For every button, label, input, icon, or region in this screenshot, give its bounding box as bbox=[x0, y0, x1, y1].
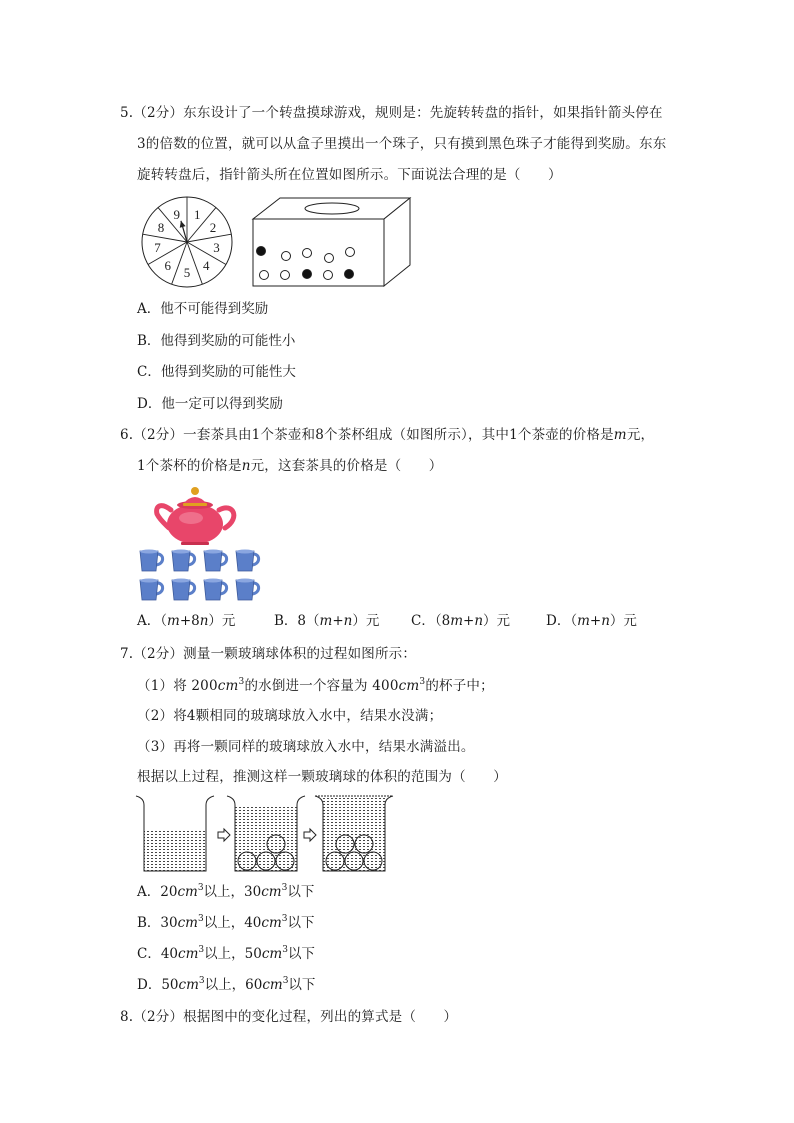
spinner-number: 6 bbox=[164, 257, 171, 273]
beaker-four-balls bbox=[227, 796, 305, 871]
arrow-2 bbox=[304, 829, 316, 841]
teacup-icon bbox=[236, 550, 259, 572]
spinner-wheel-figure bbox=[138, 196, 238, 288]
q6-option-c[interactable]: C．（8m+n）元 bbox=[411, 613, 511, 629]
teacup-icon bbox=[204, 579, 227, 601]
glass-ball-icon bbox=[345, 852, 363, 870]
spinner-number: 4 bbox=[203, 257, 210, 273]
teacup-icon bbox=[204, 550, 227, 572]
q7-line-1: 7.（2分）测量一颗玻璃球体积的过程如图所示： bbox=[120, 646, 417, 662]
q5-line-2: 3的倍数的位置，就可以从盒子里摸出一个珠子，只有摸到黑色珠子才能得到奖励。东东 bbox=[137, 136, 667, 152]
spinner-number: 1 bbox=[194, 206, 201, 222]
q5-line-3: 旋转转盘后，指针箭头所在位置如图所示。下面说法合理的是（ ） bbox=[137, 167, 562, 183]
q5-line-1: 5.（2分）东东设计了一个转盘摸球游戏，规则是：先旋转转盘的指针，如果指针箭头停在 bbox=[120, 105, 663, 121]
arrow-1 bbox=[218, 829, 230, 841]
q7-option-b[interactable]: B．$30cm^3$以上，$40cm^3$以下 bbox=[137, 914, 315, 931]
q6-option-a[interactable]: A．（m+8n）元 bbox=[137, 613, 236, 629]
glass-ball-icon bbox=[238, 852, 256, 870]
white-bead-icon bbox=[325, 254, 334, 263]
q7-option-c[interactable]: C．$40cm^3$以上，$50cm^3$以下 bbox=[137, 945, 315, 962]
white-bead-icon bbox=[324, 271, 333, 280]
black-bead-icon bbox=[345, 270, 354, 279]
teacup-icon bbox=[236, 579, 259, 601]
white-bead-icon bbox=[346, 248, 355, 257]
q8-line-1: 8.（2分）根据图中的变化过程，列出的算式是（ ） bbox=[120, 1009, 458, 1025]
q7-step-1: （1）将 $200cm^3$的水倒进一个容量为 $400cm^3$的杯子中； bbox=[137, 677, 494, 694]
white-bead-icon bbox=[281, 271, 290, 280]
q6-line-2: 1个茶杯的价格是n元，这套茶具的价格是（ ） bbox=[137, 458, 443, 474]
glass-ball-icon bbox=[257, 852, 275, 870]
q5-option-a[interactable]: A．他不可能得到奖励 bbox=[137, 301, 269, 317]
teacups-figure bbox=[137, 547, 265, 603]
beaker-five-balls-overflow bbox=[315, 796, 393, 871]
glass-ball-icon bbox=[355, 835, 373, 853]
spinner-number: 2 bbox=[209, 220, 217, 235]
q7-option-d[interactable]: D．$50cm^3$以上，$60cm^3$以下 bbox=[137, 976, 316, 993]
glass-ball-icon bbox=[267, 835, 285, 853]
white-bead-icon bbox=[282, 252, 291, 261]
q6-option-d[interactable]: D．（m+n）元 bbox=[546, 613, 637, 629]
spinner-number: 5 bbox=[183, 265, 191, 280]
teacup-icon bbox=[140, 579, 163, 601]
q6-line-1: 6.（2分）一套茶具由1个茶壶和8个茶杯组成（如图所示），其中1个茶壶的价格是m元， bbox=[120, 427, 655, 443]
q6-option-b[interactable]: B．8（m+n）元 bbox=[274, 613, 380, 629]
spinner-number: 3 bbox=[213, 240, 220, 256]
white-bead-icon bbox=[303, 249, 312, 258]
glass-ball-icon bbox=[336, 835, 354, 853]
q7-option-a[interactable]: A．$20cm^3$以上，$30cm^3$以下 bbox=[137, 883, 315, 900]
box-opening bbox=[305, 203, 359, 214]
q7-step-3: （3）再将一颗同样的玻璃球放入水中，结果水满溢出。 bbox=[137, 739, 475, 755]
q5-option-c[interactable]: C．他得到奖励的可能性大 bbox=[137, 364, 296, 380]
white-bead-icon bbox=[260, 271, 269, 280]
spinner-number: 9 bbox=[173, 206, 180, 222]
q5-option-b[interactable]: B．他得到奖励的可能性小 bbox=[137, 333, 296, 349]
teacup-icon bbox=[172, 550, 195, 572]
bead-box-figure bbox=[252, 197, 412, 289]
q7-step-2: （2）将4颗相同的玻璃球放入水中，结果水没满； bbox=[137, 708, 443, 724]
black-bead-icon bbox=[257, 247, 266, 256]
glass-ball-icon bbox=[364, 852, 382, 870]
teacup-icon bbox=[140, 550, 163, 572]
beaker-initial-water bbox=[136, 796, 214, 871]
black-bead-icon bbox=[303, 270, 312, 279]
beakers-figure bbox=[135, 795, 400, 873]
q7-line-5: 根据以上过程，推测这样一颗玻璃球的体积的范围为（ ） bbox=[137, 769, 507, 785]
glass-ball-icon bbox=[276, 852, 294, 870]
q5-option-d[interactable]: D．他一定可以得到奖励 bbox=[137, 396, 283, 412]
spinner-number: 8 bbox=[157, 220, 165, 235]
teacup-icon bbox=[172, 579, 195, 601]
teapot-icon bbox=[153, 484, 239, 546]
glass-ball-icon bbox=[326, 852, 344, 870]
spinner-number: 7 bbox=[154, 240, 161, 256]
